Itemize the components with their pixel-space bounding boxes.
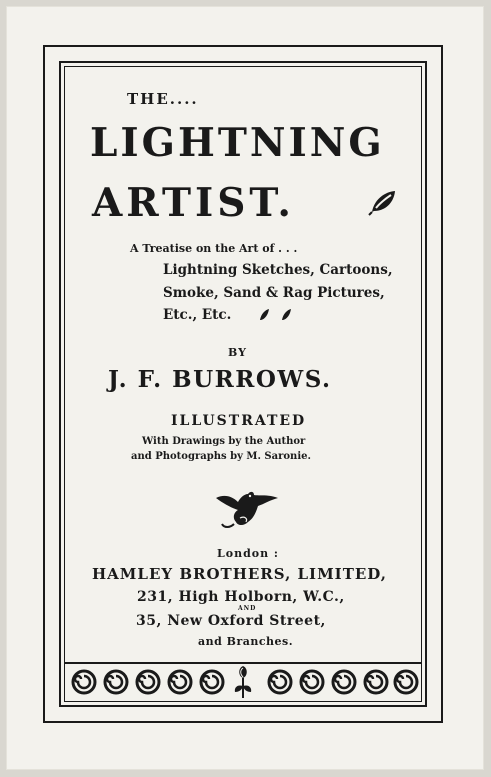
swirl-ornament-icon <box>166 667 194 697</box>
subtitle-line-1: Lightning Sketches, Cartoons, <box>163 262 393 278</box>
publication-place: London : <box>217 547 279 560</box>
illustrated-label: ILLUSTRATED <box>171 413 307 429</box>
swirl-ornament-icon <box>266 667 294 697</box>
credits-line-1: With Drawings by the Author <box>142 436 306 447</box>
address-and: AND <box>238 605 257 612</box>
swirl-ornament-icon <box>134 667 162 697</box>
swirl-ornament-icon <box>392 667 420 697</box>
title-line-1: LIGHTNING <box>90 120 385 166</box>
subtitle-intro: A Treatise on the Art of . . . <box>130 242 298 255</box>
address-line-1: 231, High Holborn, W.C., <box>137 589 345 605</box>
dragon-ornament-icon <box>210 488 282 530</box>
author-name: J. F. BURROWS. <box>108 366 332 393</box>
swirl-ornament-icon <box>362 667 390 697</box>
credits-line-2: and Photographs by M. Saronie. <box>131 451 311 462</box>
swirl-ornament-icon <box>298 667 326 697</box>
subtitle-line-3: Etc., Etc. <box>163 307 232 323</box>
swirl-ornament-icon <box>330 667 358 697</box>
by-label: BY <box>228 346 247 359</box>
flower-ornament-icon <box>230 664 256 700</box>
swirl-ornament-icon <box>198 667 226 697</box>
address-line-2: 35, New Oxford Street, <box>136 613 326 629</box>
leaf-ornament-icon <box>368 188 398 216</box>
swirl-ornament-icon <box>70 667 98 697</box>
subtitle-line-2: Smoke, Sand & Rag Pictures, <box>163 285 385 301</box>
fleuron-icon <box>280 308 292 322</box>
title-prefix: THE.... <box>127 90 199 108</box>
swirl-ornament-icon <box>102 667 130 697</box>
title-line-2: ARTIST. <box>92 180 295 226</box>
fleuron-icon <box>258 308 270 322</box>
branches-line: and Branches. <box>198 635 294 648</box>
publisher-name: HAMLEY BROTHERS, LIMITED, <box>92 565 387 583</box>
